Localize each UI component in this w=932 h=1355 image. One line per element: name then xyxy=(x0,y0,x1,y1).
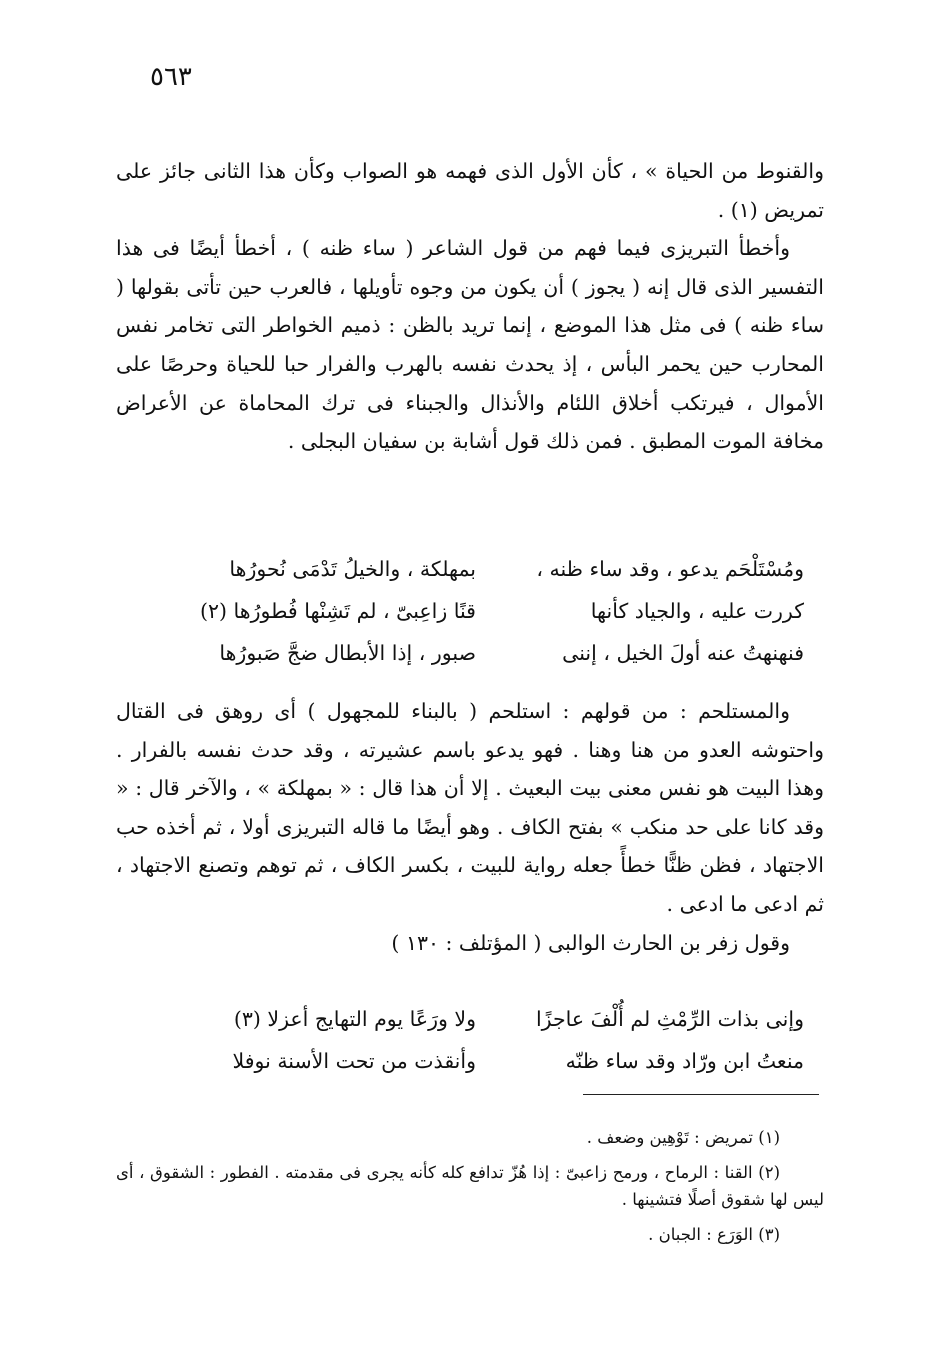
poem-block-2 xyxy=(116,998,824,1082)
paragraph: وأخطأ التبريزى فيما فهم من قول الشاعر ( ساء ظنه ) ، أخطأ أيضًا فى هذا التفسير الذى قال إنه ( يجوز ) أن يكون من وجوه تأويلها ، فالعرب حين تأتى بقولها ( ساء ظنه ) فى مثل هذا الموضع ، إنما تريد بالظن : ذميم الخواطر التى تخامر نفس المحارب حين يحمر البأس ، إذ يحدث نفسه بالهرب والفرار حبا للحياة وحرصًا على الأموال ، فيرتكب أخلاق اللئام والأنذال والجبناء فى ترك المحاماة عن الأعراض مخافة الموت المطبق . فمن ذلك قول أشابة بن سفيان البجلى . xyxy=(116,236,824,454)
page-number: ٥٦٣ xyxy=(150,62,192,92)
verse-second-hemistich: قنًا زاعِبىّ ، لم تَشِنْها فُطورُها (٢) xyxy=(200,599,476,623)
footnote: (٢) القنا : الرماح ، ورمح زاعبىّ : إذا هُزّ تدافع كله كأنه يجرى فى مقدمته . الفطور : الشقوق ، أى ليس لها شقوق أصلًا فتشينها . xyxy=(116,1163,824,1209)
verse-line xyxy=(116,1040,824,1082)
verse-line xyxy=(116,632,824,674)
verse-second-hemistich: بمهلكة ، والخيلُ تَدْمَى نُحورُها xyxy=(229,557,476,581)
verse-line xyxy=(116,548,824,590)
verse-second-hemistich: صبور ، إذا الأبطال ضجَّ صَبورُها xyxy=(219,641,476,665)
verse-first-hemistich: ومُسْتَلْحَم يدعو ، وقد ساء ظنه ، xyxy=(536,557,804,581)
verse-first-hemistich: منعتُ ابن ورّاد وقد ساء ظنّه xyxy=(565,1049,804,1073)
poem-block-1 xyxy=(116,548,824,674)
verse-second-hemistich: وأنقذت من تحت الأسنة نوفلا xyxy=(232,1049,476,1073)
text-block-top xyxy=(116,152,824,461)
paragraph: وقول زفر بن الحارث الوالبى ( المؤتلف : ١٣٠ ) xyxy=(391,930,790,955)
footnote-divider xyxy=(583,1094,819,1095)
paragraph: والمستلحم : من قولهم : استلحم ( بالبناء للمجهول ) أى روهق فى القتال واحتوشه العدو من هنا وهنا . فهو يدعو باسم عشيرته ، وقد حدث نفسه بالفرار . وهذا البيت هو نفس معنى بيت البعيث . إلا أن هذا قال : « بمهلكة » ، والآخر قال : « وقد كانا على حد منكب » بفتح الكاف . وهو أيضًا ما قاله التبريزى أولا ، ثم أخذه حب الاجتهاد ، فظن ظنًّا خطأً جعله رواية للبيت ، بكسر الكاف ، ثم توهم وتصنع الاجتهاد ، ثم ادعى ما ادعى . xyxy=(116,699,824,916)
verse-line xyxy=(116,590,824,632)
footnote: (١) تمريض : تَوْهِين وضعف . xyxy=(586,1128,780,1147)
verse-first-hemistich: وإنى بذات الرِّمْثِ لم أُلْفَ عاجزًا xyxy=(535,1007,804,1031)
verse-first-hemistich: كررت عليه ، والجياد كأنها xyxy=(590,599,804,623)
verse-line xyxy=(116,998,824,1040)
footnote: (٣) الوَرَع : الجبان . xyxy=(648,1225,780,1244)
paragraph: والقنوط من الحياة » ، كأن الأول الذى فهمه هو الصواب وكأن هذا الثانى جائز على تمريض (١) . xyxy=(116,159,824,222)
text-block-middle xyxy=(116,692,824,962)
footnotes xyxy=(116,1124,824,1256)
verse-first-hemistich: فنهنهتُ عنه أولَ الخيل ، إننى xyxy=(562,641,804,665)
verse-second-hemistich: ولا ورَعًا يوم التهايج أعزلا (٣) xyxy=(233,1007,476,1031)
